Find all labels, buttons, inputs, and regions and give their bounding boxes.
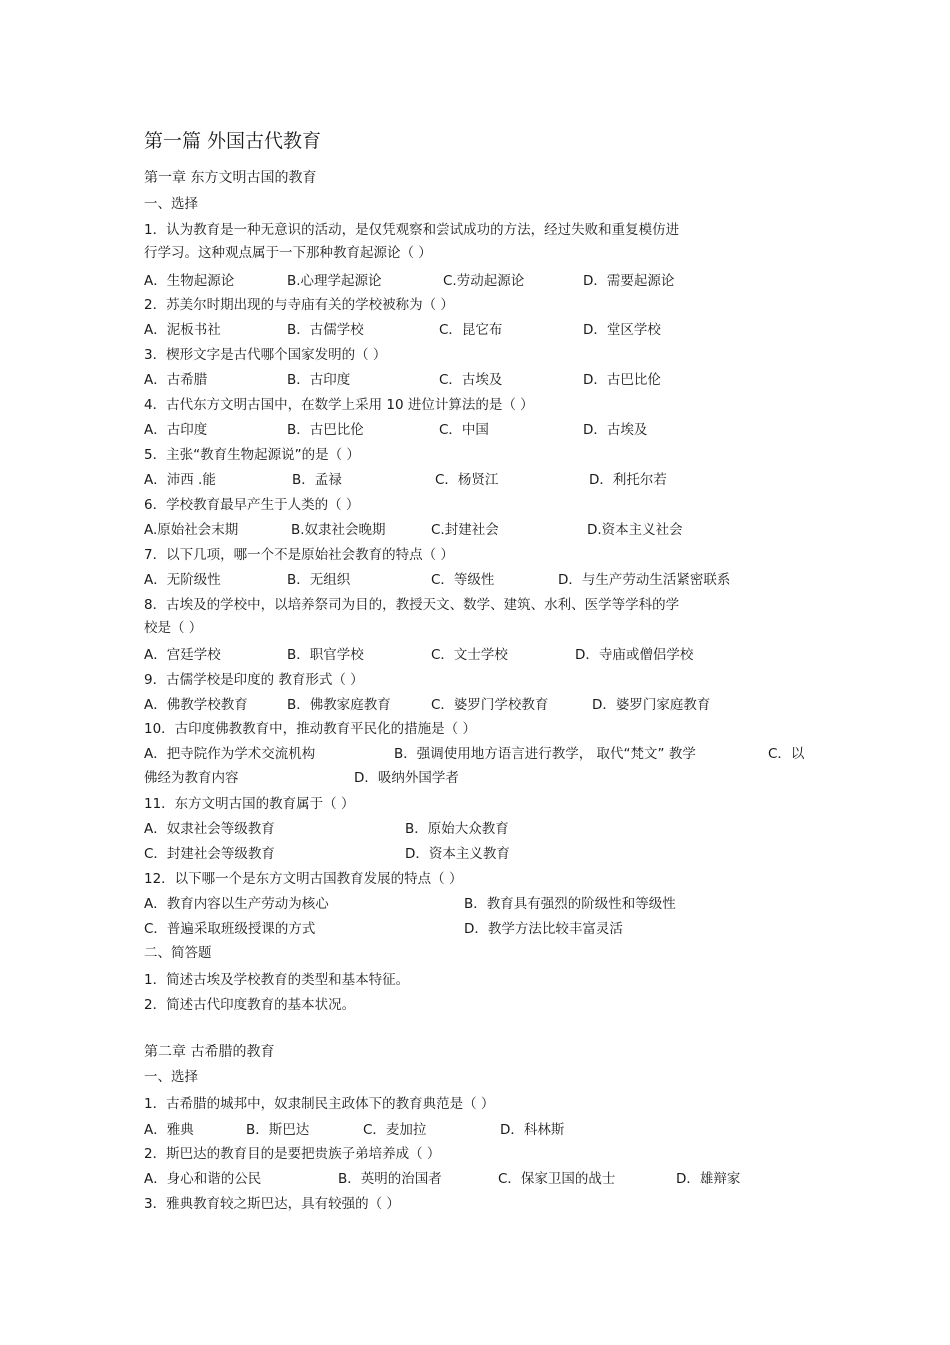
question-text: 3．楔形文字是古代哪个国家发明的（ ） <box>144 347 387 363</box>
option-b: B.心理学起源论 <box>287 273 382 289</box>
section-heading: 一、选择 <box>144 1069 198 1085</box>
option-a: A．身心和谐的公民 <box>144 1171 262 1187</box>
option-d: D．利托尔若 <box>589 472 667 488</box>
option-c: C．保家卫国的战士 <box>498 1171 616 1187</box>
option-a: A．把寺院作为学术交流机构 <box>144 746 316 762</box>
question-text: 11．东方文明古国的教育属于（ ） <box>144 796 355 812</box>
option-b: B．古儒学校 <box>287 322 364 338</box>
option-a: A.原始社会末期 <box>144 522 239 538</box>
question-text: 10．古印度佛教教育中，推动教育平民化的措施是（ ） <box>144 721 476 737</box>
option-b: B．古巴比伦 <box>287 422 364 438</box>
option-c: C．麦加拉 <box>363 1122 427 1138</box>
option-d: D．雄辩家 <box>676 1171 741 1187</box>
option-b: B．英明的治国者 <box>338 1171 442 1187</box>
option-d: D．需要起源论 <box>583 273 675 289</box>
option-b: B．教育具有强烈的阶级性和等级性 <box>464 896 676 912</box>
option-d: D．科林斯 <box>500 1122 565 1138</box>
option-c: C．普遍采取班级授课的方式 <box>144 921 316 937</box>
option-c: C．古埃及 <box>439 372 503 388</box>
option-b: B．孟禄 <box>292 472 342 488</box>
short-answer-question: 2．简述古代印度教育的基本状况。 <box>144 997 356 1013</box>
option-a: A．泥板书社 <box>144 322 221 338</box>
part-title: 第一篇 外国古代教育 <box>144 130 322 152</box>
option-a: A．雅典 <box>144 1122 194 1138</box>
question-text: 7．以下几项，哪一个不是原始社会教育的特点（ ） <box>144 547 454 563</box>
section-heading: 一、选择 <box>144 196 198 212</box>
option-b: B．佛教家庭教育 <box>287 697 391 713</box>
question-text: 8．古埃及的学校中，以培养祭司为目的，教授天文、数学、建筑、水利、医学等学科的学 <box>144 597 680 613</box>
question-text: 9．古儒学校是印度的 教育形式（ ） <box>144 672 364 688</box>
chapter-title: 第二章 古希腊的教育 <box>144 1044 275 1060</box>
question-text: 2．苏美尔时期出现的与寺庙有关的学校被称为（ ） <box>144 297 454 313</box>
option-b: B．原始大众教育 <box>405 821 509 837</box>
question-text: 行学习。这种观点属于一下那种教育起源论（ ） <box>144 245 432 261</box>
question-text: 校是（ ） <box>144 620 203 636</box>
option-a: A．沛西 .能 <box>144 472 216 488</box>
option-a: A．生物起源论 <box>144 273 235 289</box>
question-text: 3．雅典教育较之斯巴达，具有较强的（ ） <box>144 1196 400 1212</box>
option-b: B．强调使用地方语言进行教学， 取代“梵文” 教学 <box>394 746 696 762</box>
option-b: B．古印度 <box>287 372 351 388</box>
option-d: D．资本主义教育 <box>405 846 510 862</box>
option-a: A．教育内容以生产劳动为核心 <box>144 896 329 912</box>
option-d: D．吸纳外国学者 <box>354 770 459 786</box>
option-d: D．寺庙或僧侣学校 <box>575 647 694 663</box>
question-text: 1．古希腊的城邦中，奴隶制民主政体下的教育典范是（ ） <box>144 1096 495 1112</box>
option-a: A．佛教学校教育 <box>144 697 248 713</box>
option-c: C.劳动起源论 <box>443 273 525 289</box>
option-d: D.资本主义社会 <box>587 522 683 538</box>
section-heading: 二、简答题 <box>144 945 212 961</box>
option-c: C．以 <box>768 746 805 762</box>
option-c: C.封建社会 <box>431 522 499 538</box>
option-b: B．斯巴达 <box>246 1122 310 1138</box>
chapter-title: 第一章 东方文明古国的教育 <box>144 170 317 186</box>
option-c: C．婆罗门学校教育 <box>431 697 549 713</box>
option-d: D．堂区学校 <box>583 322 661 338</box>
question-text: 2．斯巴达的教育目的是要把贵族子弟培养成（ ） <box>144 1146 441 1162</box>
option-a: A．古印度 <box>144 422 208 438</box>
option-d: D．婆罗门家庭教育 <box>592 697 711 713</box>
option-a: A．宫廷学校 <box>144 647 221 663</box>
question-text: 6．学校教育最早产生于人类的（ ） <box>144 497 360 513</box>
option-d: D．古巴比伦 <box>583 372 661 388</box>
option-c-continued: 佛经为教育内容 <box>144 770 239 786</box>
option-c: C．文士学校 <box>431 647 508 663</box>
option-b: B.奴隶社会晚期 <box>291 522 386 538</box>
option-c: C．等级性 <box>431 572 495 588</box>
option-c: C．杨贤江 <box>435 472 499 488</box>
question-text: 5．主张“教育生物起源说”的是（ ） <box>144 447 360 463</box>
question-text: 4．古代东方文明古国中，在数学上采用 10 进位计算法的是（ ） <box>144 397 534 413</box>
option-d: D．教学方法比较丰富灵活 <box>464 921 623 937</box>
short-answer-question: 1．简述古埃及学校教育的类型和基本特征。 <box>144 972 410 988</box>
option-c: C．中国 <box>439 422 489 438</box>
option-a: A．奴隶社会等级教育 <box>144 821 275 837</box>
option-b: B．无组织 <box>287 572 351 588</box>
question-text: 12．以下哪一个是东方文明古国教育发展的特点（ ） <box>144 871 463 887</box>
option-a: A．无阶级性 <box>144 572 221 588</box>
option-d: D．古埃及 <box>583 422 648 438</box>
question-text: 1．认为教育是一种无意识的活动，是仅凭观察和尝试成功的方法，经过失败和重复模仿进 <box>144 222 680 238</box>
option-c: C．封建社会等级教育 <box>144 846 275 862</box>
option-b: B．职官学校 <box>287 647 364 663</box>
option-d: D．与生产劳动生活紧密联系 <box>558 572 731 588</box>
option-c: C．昆它布 <box>439 322 503 338</box>
option-a: A．古希腊 <box>144 372 208 388</box>
